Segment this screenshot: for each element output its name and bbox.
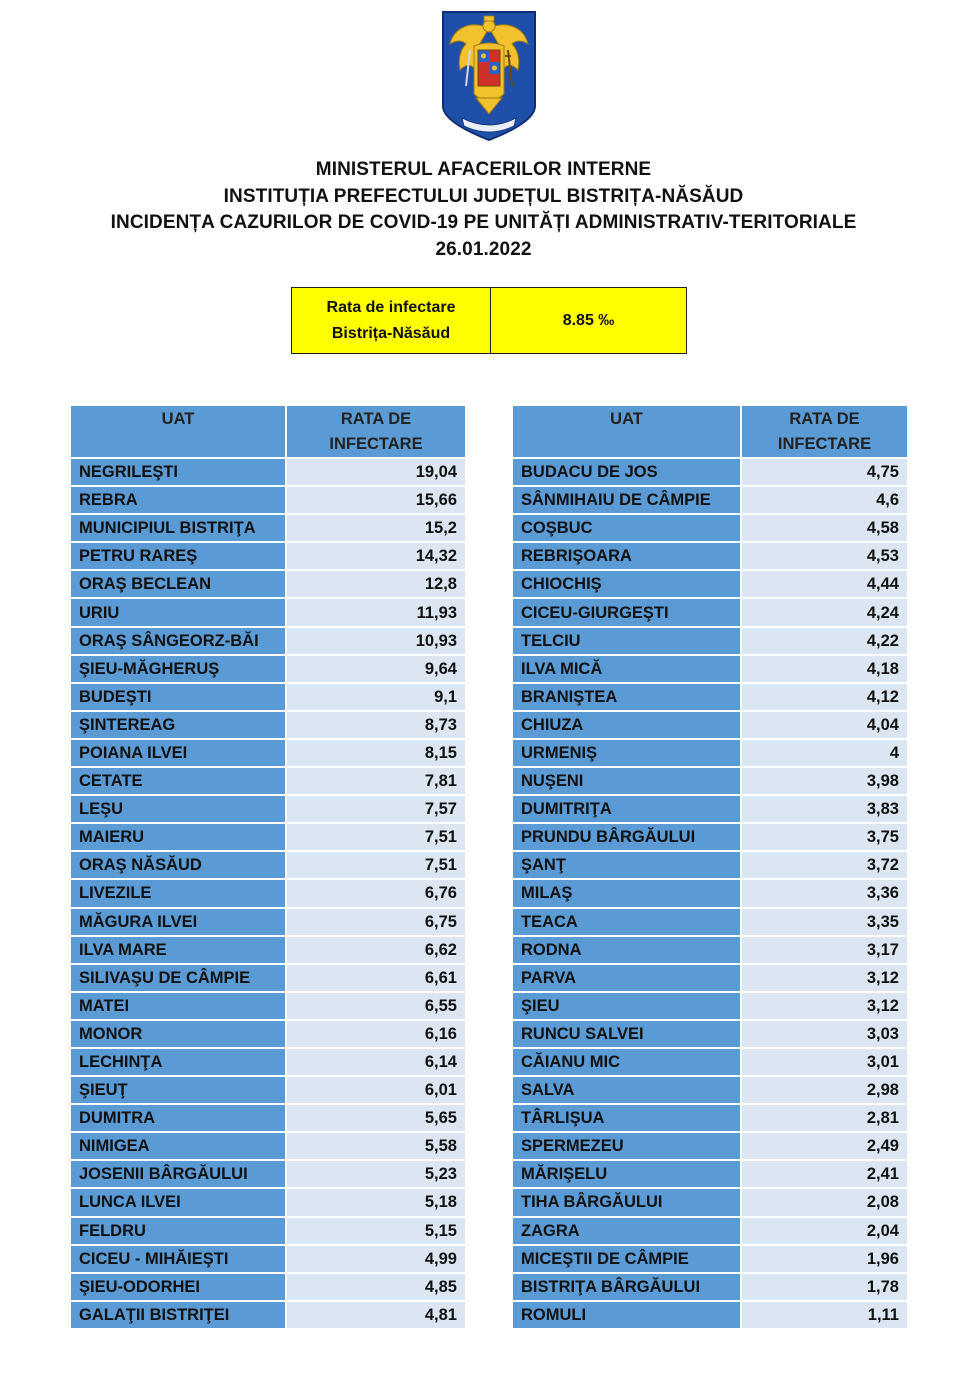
infection-rate-cell: 1,96 (740, 1246, 907, 1272)
infection-rate-cell: 9,64 (285, 656, 465, 682)
uat-name-cell: GALAŢII BISTRIŢEI (71, 1302, 285, 1328)
infection-rate-cell: 3,03 (740, 1021, 907, 1047)
uat-name-cell: FELDRU (71, 1218, 285, 1244)
uat-name-cell: ŞIEUŢ (71, 1077, 285, 1103)
table-row (513, 628, 907, 654)
county-rate-value: 8.85 ‰ (562, 311, 615, 329)
table-row (513, 543, 907, 569)
table-row (513, 1049, 907, 1075)
table-row (71, 684, 465, 710)
table-row (513, 1274, 907, 1300)
table-row (513, 796, 907, 822)
uat-name-cell: REBRA (71, 487, 285, 513)
table-row (513, 740, 907, 766)
table-row (513, 937, 907, 963)
uat-name-cell: CETATE (71, 768, 285, 794)
uat-name-cell: CICEU-GIURGEŞTI (513, 599, 740, 625)
infection-rate-cell: 7,51 (285, 824, 465, 850)
column-header-rate (285, 406, 465, 457)
infection-rate-cell: 4,6 (740, 487, 907, 513)
table-row (513, 1246, 907, 1272)
infection-rate-cell: 1,11 (740, 1302, 907, 1328)
uat-name-cell: CHIUZA (513, 712, 740, 738)
uat-name-cell: PRUNDU BÂRGĂULUI (513, 824, 740, 850)
infection-rate-cell: 1,78 (740, 1274, 907, 1300)
infection-rate-cell: 4,24 (740, 599, 907, 625)
institution-title: INSTITUȚIA PREFECTULUI JUDEȚUL BISTRIȚA-NĂSĂUD (223, 185, 744, 207)
uat-name-cell: ŞIEU (513, 993, 740, 1019)
document-headings (0, 157, 967, 263)
infection-rate-cell: 4,85 (285, 1274, 465, 1300)
county-rate-label (292, 288, 491, 353)
infection-rate-cell: 6,75 (285, 909, 465, 935)
ministry-title: MINISTERUL AFACERILOR INTERNE (315, 159, 652, 180)
table-row (71, 1218, 465, 1244)
table-row (71, 543, 465, 569)
infection-rate-cell: 4 (740, 740, 907, 766)
infection-rate-cell: 4,04 (740, 712, 907, 738)
table-row (71, 487, 465, 513)
infection-rate-cell: 6,76 (285, 880, 465, 906)
uat-name-cell: LIVEZILE (71, 880, 285, 906)
uat-name-cell: DUMITRIŢA (513, 796, 740, 822)
uat-name-cell: BRANIŞTEA (513, 684, 740, 710)
table-row (71, 1021, 465, 1047)
table-row (71, 459, 465, 485)
table-row (71, 768, 465, 794)
table-row (513, 880, 907, 906)
infection-rate-cell: 2,81 (740, 1105, 907, 1131)
infection-rate-cell: 5,58 (285, 1133, 465, 1159)
uat-name-cell: CICEU - MIHĂIEŞTI (71, 1246, 285, 1272)
infection-rate-cell: 15,2 (285, 515, 465, 541)
uat-name-cell: JOSENII BÂRGĂULUI (71, 1161, 285, 1187)
uat-name-cell: TÂRLIŞUA (513, 1105, 740, 1131)
report-date: 26.01.2022 (435, 238, 532, 260)
uat-name-cell: ORAŞ NĂSĂUD (71, 852, 285, 878)
infection-rate-cell: 19,04 (285, 459, 465, 485)
infection-rate-cell: 2,49 (740, 1133, 907, 1159)
uat-name-cell: MAIERU (71, 824, 285, 850)
table-row (513, 1302, 907, 1328)
uat-name-cell: COŞBUC (513, 515, 740, 541)
column-header-uat: UAT (71, 406, 285, 457)
table-row (513, 768, 907, 794)
table-row (71, 937, 465, 963)
table-row (71, 852, 465, 878)
infection-rate-cell: 11,93 (285, 599, 465, 625)
table-row (71, 1302, 465, 1328)
uat-name-cell: MILAŞ (513, 880, 740, 906)
uat-name-cell: SPERMEZEU (513, 1133, 740, 1159)
uat-name-cell: MICEŞTII DE CÂMPIE (513, 1246, 740, 1272)
uat-name-cell: LEŞU (71, 796, 285, 822)
table-row (71, 796, 465, 822)
infection-rate-cell: 3,36 (740, 880, 907, 906)
table-row (71, 1049, 465, 1075)
table-row (513, 1161, 907, 1187)
column-header-uat: UAT (513, 406, 740, 457)
uat-name-cell: CHIOCHIŞ (513, 571, 740, 597)
uat-name-cell: LECHINŢA (71, 1049, 285, 1075)
county-rate-box (291, 287, 687, 354)
infection-rate-cell: 6,61 (285, 965, 465, 991)
table-row (71, 1274, 465, 1300)
uat-name-cell: POIANA ILVEI (71, 740, 285, 766)
table-row (71, 824, 465, 850)
infection-rate-cell: 3,83 (740, 796, 907, 822)
infection-rate-cell: 5,23 (285, 1161, 465, 1187)
table-header-row (513, 406, 907, 457)
infection-rate-cell: 3,12 (740, 993, 907, 1019)
table-row (513, 1105, 907, 1131)
table-row (71, 1161, 465, 1187)
infection-rate-cell: 2,08 (740, 1189, 907, 1215)
table-row (71, 1105, 465, 1131)
table-row (513, 824, 907, 850)
uat-name-cell: ŞIEU-MĂGHERUŞ (71, 656, 285, 682)
uat-name-cell: NUŞENI (513, 768, 740, 794)
report-title: INCIDENȚA CAZURILOR DE COVID-19 PE UNITĂȚI ADMINISTRATIV-TERITORIALE (110, 212, 857, 233)
table-row (71, 880, 465, 906)
uat-name-cell: BUDACU DE JOS (513, 459, 740, 485)
uat-table-right-body (513, 459, 907, 1328)
infection-rate-cell: 4,53 (740, 543, 907, 569)
table-row (71, 1246, 465, 1272)
uat-name-cell: ŞIEU-ODORHEI (71, 1274, 285, 1300)
uat-name-cell: ROMULI (513, 1302, 740, 1328)
uat-name-cell: NEGRILEŞTI (71, 459, 285, 485)
uat-name-cell: MĂRIŞELU (513, 1161, 740, 1187)
uat-name-cell: ILVA MICĂ (513, 656, 740, 682)
uat-name-cell: MONOR (71, 1021, 285, 1047)
infection-rate-cell: 2,98 (740, 1077, 907, 1103)
table-row (71, 1133, 465, 1159)
infection-rate-cell: 3,72 (740, 852, 907, 878)
infection-rate-cell: 6,62 (285, 937, 465, 963)
table-row (71, 1077, 465, 1103)
uat-name-cell: MATEI (71, 993, 285, 1019)
table-row (71, 712, 465, 738)
uat-name-cell: LUNCA ILVEI (71, 1189, 285, 1215)
infection-rate-cell: 3,17 (740, 937, 907, 963)
column-header-rate-line2: INFECTARE (329, 435, 423, 453)
uat-name-cell: ORAŞ BECLEAN (71, 571, 285, 597)
uat-name-cell: NIMIGEA (71, 1133, 285, 1159)
table-row (513, 1021, 907, 1047)
table-row (71, 599, 465, 625)
uat-name-cell: SILIVAŞU DE CÂMPIE (71, 965, 285, 991)
infection-rate-cell: 4,18 (740, 656, 907, 682)
table-row (71, 1189, 465, 1215)
table-header-row (71, 406, 465, 457)
uat-name-cell: CĂIANU MIC (513, 1049, 740, 1075)
table-row (513, 712, 907, 738)
table-row (513, 1218, 907, 1244)
uat-name-cell: TEACA (513, 909, 740, 935)
infection-rate-cell: 12,8 (285, 571, 465, 597)
infection-rate-cell: 3,98 (740, 768, 907, 794)
table-row (71, 515, 465, 541)
infection-rate-cell: 5,18 (285, 1189, 465, 1215)
infection-rate-cell: 4,22 (740, 628, 907, 654)
table-row (513, 459, 907, 485)
infection-rate-cell: 14,32 (285, 543, 465, 569)
uat-table-right (513, 404, 907, 1330)
table-row (513, 909, 907, 935)
infection-rate-cell: 4,81 (285, 1302, 465, 1328)
infection-rate-cell: 7,81 (285, 768, 465, 794)
infection-rate-cell: 4,75 (740, 459, 907, 485)
table-row (513, 684, 907, 710)
infection-rate-cell: 4,12 (740, 684, 907, 710)
table-row (513, 993, 907, 1019)
infection-rate-cell: 4,44 (740, 571, 907, 597)
infection-rate-cell: 3,35 (740, 909, 907, 935)
infection-rate-cell: 3,01 (740, 1049, 907, 1075)
table-row (71, 965, 465, 991)
table-row (513, 1189, 907, 1215)
uat-name-cell: RUNCU SALVEI (513, 1021, 740, 1047)
table-row (513, 656, 907, 682)
uat-name-cell: TELCIU (513, 628, 740, 654)
table-row (71, 740, 465, 766)
uat-name-cell: ŞINTEREAG (71, 712, 285, 738)
infection-rate-cell: 6,01 (285, 1077, 465, 1103)
table-row (71, 628, 465, 654)
column-header-rate-line2: INFECTARE (777, 435, 872, 453)
table-row (513, 1133, 907, 1159)
infection-rate-cell: 8,73 (285, 712, 465, 738)
uat-name-cell: SÂNMIHAIU DE CÂMPIE (513, 487, 740, 513)
infection-rate-cell: 4,99 (285, 1246, 465, 1272)
table-row (71, 993, 465, 1019)
coat-of-arms-icon (440, 10, 538, 142)
county-rate-label-line2: Bistrița-Năsăud (331, 324, 451, 342)
uat-name-cell: ŞANŢ (513, 852, 740, 878)
infection-rate-cell: 3,75 (740, 824, 907, 850)
column-header-rate (740, 406, 907, 457)
column-header-rate-line1: RATA DE (789, 410, 860, 428)
county-rate-label-line1: Rata de infectare (326, 298, 456, 316)
table-row (513, 852, 907, 878)
table-row (513, 965, 907, 991)
infection-rate-cell: 6,14 (285, 1049, 465, 1075)
uat-name-cell: DUMITRA (71, 1105, 285, 1131)
uat-table-left (71, 404, 465, 1330)
uat-name-cell: SALVA (513, 1077, 740, 1103)
infection-rate-cell: 5,15 (285, 1218, 465, 1244)
table-row (513, 515, 907, 541)
uat-name-cell: ZAGRA (513, 1218, 740, 1244)
table-row (71, 571, 465, 597)
uat-table-left-body (71, 459, 465, 1328)
infection-rate-cell: 9,1 (285, 684, 465, 710)
uat-name-cell: REBRIŞOARA (513, 543, 740, 569)
infection-rate-cell: 3,12 (740, 965, 907, 991)
column-header-rate-line1: RATA DE (340, 410, 412, 428)
infection-rate-cell: 5,65 (285, 1105, 465, 1131)
table-row (513, 487, 907, 513)
table-row (513, 599, 907, 625)
uat-name-cell: RODNA (513, 937, 740, 963)
uat-name-cell: URMENIŞ (513, 740, 740, 766)
uat-name-cell: PARVA (513, 965, 740, 991)
infection-rate-cell: 4,58 (740, 515, 907, 541)
infection-rate-cell: 7,57 (285, 796, 465, 822)
uat-name-cell: ORAŞ SÂNGEORZ-BĂI (71, 628, 285, 654)
uat-name-cell: MĂGURA ILVEI (71, 909, 285, 935)
uat-name-cell: TIHA BÂRGĂULUI (513, 1189, 740, 1215)
infection-rate-cell: 8,15 (285, 740, 465, 766)
uat-name-cell: MUNICIPIUL BISTRIŢA (71, 515, 285, 541)
table-row (71, 909, 465, 935)
uat-name-cell: BUDEŞTI (71, 684, 285, 710)
infection-rate-cell: 2,04 (740, 1218, 907, 1244)
infection-rate-cell: 6,16 (285, 1021, 465, 1047)
infection-rate-cell: 7,51 (285, 852, 465, 878)
table-row (513, 571, 907, 597)
infection-rate-cell: 2,41 (740, 1161, 907, 1187)
uat-name-cell: ILVA MARE (71, 937, 285, 963)
uat-name-cell: BISTRIŢA BÂRGĂULUI (513, 1274, 740, 1300)
infection-rate-cell: 10,93 (285, 628, 465, 654)
table-row (513, 1077, 907, 1103)
uat-name-cell: PETRU RAREŞ (71, 543, 285, 569)
infection-rate-cell: 15,66 (285, 487, 465, 513)
table-row (71, 656, 465, 682)
infection-rate-cell: 6,55 (285, 993, 465, 1019)
uat-name-cell: URIU (71, 599, 285, 625)
